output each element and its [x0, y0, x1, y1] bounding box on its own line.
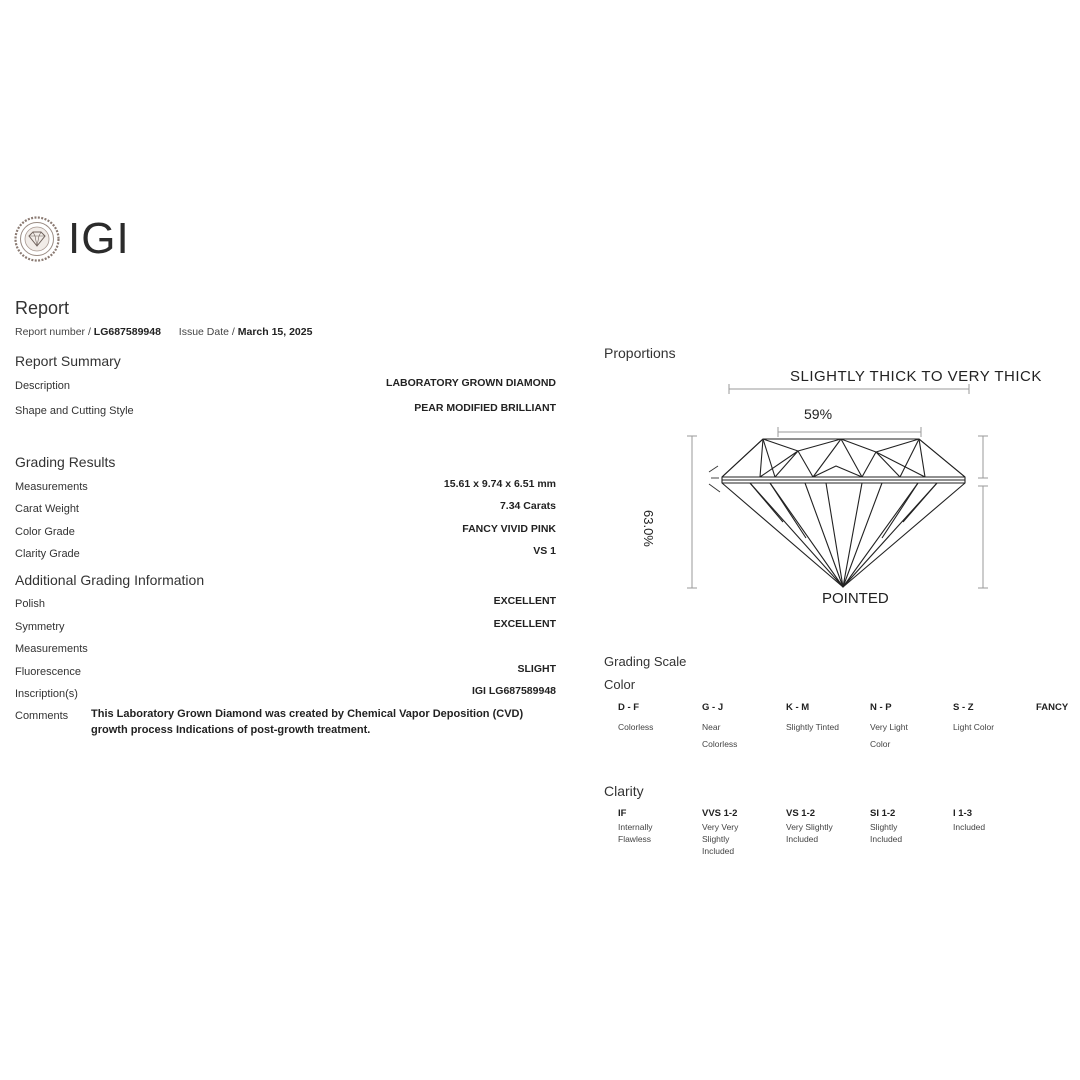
- grading-label: Clarity Grade: [15, 548, 80, 560]
- additional-label: Polish: [15, 598, 45, 610]
- scale-desc: Near Colorless: [702, 722, 738, 749]
- report-number: LG687589948: [93, 326, 161, 338]
- color-scale-item: [786, 702, 866, 736]
- scale-desc: Very Very Slightly Included: [702, 822, 739, 856]
- clarity-scale-item: [702, 808, 750, 857]
- summary-value: PEAR MODIFIED BRILLIANT: [414, 402, 556, 414]
- grading-label: Measurements: [15, 481, 88, 493]
- table-percent-label: 59%: [804, 406, 833, 422]
- scale-desc: Light Color: [953, 722, 995, 732]
- scale-code: G - J: [702, 702, 724, 713]
- grading-value: 7.34 Carats: [499, 500, 556, 512]
- comments-label: Comments: [15, 710, 69, 722]
- scale-code: I 1-3: [953, 808, 973, 819]
- additional-value: IGI LG687589948: [471, 685, 556, 697]
- grading-heading: Grading Results: [15, 454, 116, 470]
- additional-value: SLIGHT: [517, 663, 556, 675]
- clarity-scale-item: [870, 808, 920, 845]
- scale-code: D - F: [618, 702, 640, 713]
- scale-code: FANCY: [1036, 702, 1069, 713]
- igi-seal-icon: [14, 216, 60, 262]
- summary-value: LABORATORY GROWN DIAMOND: [386, 377, 556, 389]
- summary-heading: Report Summary: [15, 353, 121, 369]
- scale-desc: Very Light Color: [870, 722, 908, 749]
- color-scale-item: [870, 702, 930, 753]
- scale-desc: Internally Flawless: [618, 822, 653, 844]
- summary-label: Description: [15, 380, 71, 392]
- depth-percent-label: 63.0%: [641, 510, 656, 547]
- additional-label: Symmetry: [15, 621, 65, 633]
- clarity-scale-item: [786, 808, 846, 845]
- report-meta: [15, 326, 312, 338]
- scale-code: IF: [618, 808, 627, 819]
- color-scale-item: [1036, 702, 1076, 719]
- scale-desc: Colorless: [618, 722, 654, 732]
- additional-value: EXCELLENT: [493, 618, 556, 630]
- summary-label: Shape and Cutting Style: [15, 405, 134, 417]
- clarity-scale-heading: Clarity: [604, 783, 644, 799]
- issue-date: March 15, 2025: [237, 326, 313, 338]
- scale-desc: Slightly Included: [870, 822, 903, 844]
- color-scale-item: [702, 702, 750, 753]
- color-scale-item: [953, 702, 1033, 736]
- grading-label: Carat Weight: [15, 503, 79, 515]
- additional-label: Inscription(s): [15, 688, 78, 700]
- scale-desc: Slightly Tinted: [786, 722, 839, 732]
- scale-code: S - Z: [953, 702, 974, 713]
- report-number-label: Report number /: [15, 326, 91, 338]
- scale-code: VVS 1-2: [702, 808, 738, 819]
- additional-value: EXCELLENT: [493, 595, 556, 607]
- scale-code: SI 1-2: [870, 808, 896, 819]
- scale-code: N - P: [870, 702, 892, 713]
- grading-label: Color Grade: [15, 526, 75, 538]
- grading-scale-heading: Grading Scale: [604, 654, 687, 669]
- scale-code: VS 1-2: [786, 808, 816, 819]
- issue-date-label: Issue Date /: [178, 326, 235, 338]
- color-scale-heading: Color: [604, 677, 636, 692]
- scale-desc: Included: [953, 822, 986, 832]
- igi-logo-text: IGI: [68, 214, 130, 263]
- additional-label: Fluorescence: [15, 666, 82, 678]
- clarity-scale-item: [618, 808, 678, 845]
- culet-label: POINTED: [822, 590, 889, 607]
- report-title: Report: [15, 298, 70, 318]
- grading-value: 15.61 x 9.74 x 6.51 mm: [443, 478, 556, 490]
- girdle-label: SLIGHTLY THICK TO VERY THICK: [790, 368, 1042, 385]
- proportions-heading: Proportions: [604, 345, 676, 361]
- proportions-diagram: [600, 360, 1080, 620]
- grading-value: FANCY VIVID PINK: [462, 523, 556, 535]
- grading-value: VS 1: [533, 545, 556, 557]
- comments-text: This Laboratory Grown Diamond was created by Chemical Vapor Deposition (CVD) growth process Indications of post-growth treatment.: [91, 708, 524, 736]
- additional-heading: Additional Grading Information: [15, 572, 205, 588]
- color-scale-item: [618, 702, 698, 736]
- scale-code: K - M: [786, 702, 810, 713]
- scale-desc: Very Slightly Included: [786, 822, 833, 844]
- clarity-scale-item: [953, 808, 1033, 833]
- additional-label: Measurements: [15, 643, 88, 655]
